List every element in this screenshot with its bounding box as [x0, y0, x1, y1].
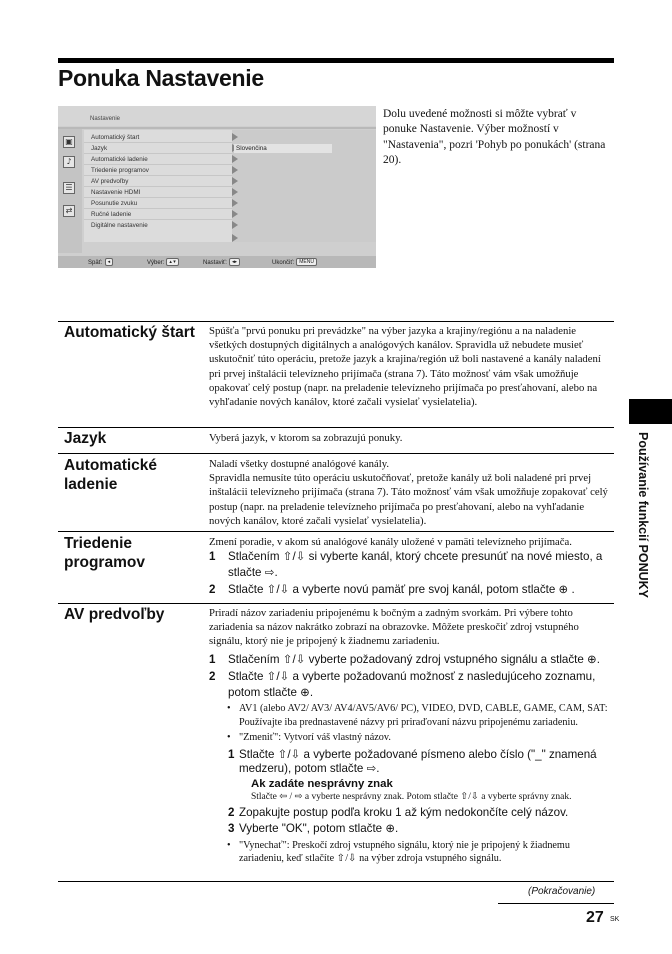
menu-item-auto-start[interactable]: Automatický štart	[91, 134, 140, 141]
step-number: 1	[209, 652, 216, 666]
back-key-icon: ◂	[105, 258, 114, 266]
sorting-step-2-text: Stlačte ⇧/⇩ a vyberte novú pamäť pre svoj kanál, potom stlačte ⊕ .	[228, 583, 575, 597]
chevron-right-icon	[232, 155, 238, 163]
section-body-language	[209, 431, 614, 445]
leftright-key-icon: ◂▸	[229, 258, 240, 266]
menu-item-audio-offset[interactable]: Posunutie zvuku	[91, 200, 138, 207]
menu-divider	[84, 175, 232, 176]
footer-exit-label: Ukončiť:	[272, 260, 295, 266]
side-tab-marker	[629, 399, 672, 424]
menu-header	[58, 106, 376, 126]
step-number: 1	[209, 550, 216, 564]
menu-item-hdmi-setup[interactable]: Nastavenie HDMI	[91, 189, 141, 196]
step-number: 2	[209, 670, 216, 684]
av-substep-3-text: Vyberte "OK", potom stlačte ⊕.	[239, 822, 399, 836]
chevron-right-icon	[232, 234, 238, 242]
section-divider	[58, 321, 614, 322]
av-substep-2	[209, 806, 614, 821]
chevron-right-icon	[232, 210, 238, 218]
continued-label: (Pokračovanie)	[528, 886, 596, 897]
menu-footer	[58, 256, 376, 268]
chevron-right-icon	[232, 133, 238, 141]
page-title: Ponuka Nastavenie	[58, 65, 264, 91]
menu-divider	[84, 208, 232, 209]
step-number: 3	[228, 822, 235, 836]
menu-item-manual-tuning[interactable]: Ručné ladenie	[91, 211, 132, 218]
section-divider	[58, 881, 614, 882]
section-title-av-presets: AV predvoľby	[64, 606, 165, 623]
step-number: 2	[228, 805, 235, 819]
chevron-right-icon	[232, 177, 238, 185]
chevron-right-icon	[232, 221, 238, 229]
menu-selected-value[interactable]	[234, 144, 332, 153]
av-step-1-text: Stlačením ⇧/⇩ vyberte požadovaný zdroj vstupného signálu a stlačte ⊕.	[228, 652, 600, 666]
continued-rule	[498, 903, 614, 904]
menu-item-program-sorting[interactable]: Triedenie programov	[91, 167, 149, 174]
section-body-program-sorting	[209, 535, 614, 598]
av-substep-2-text: Zopakujte postup podľa kroku 1 až kým nedokončíte celý názov.	[239, 805, 569, 819]
av-step-2	[209, 669, 614, 700]
page-number: 27	[586, 909, 604, 926]
av-presets-text: Priradí názov zariadeniu pripojenému k bočným a zadným svorkám. Pri výbere tohto zariadenia sa názov nakrátko zobrazí na obrazovke. Môžete preskočiť zdroj vstupného signálu, ktorý nie je pripojený k žiadnemu zariadeniu.	[209, 607, 579, 648]
sound-icon: ♪	[63, 156, 75, 168]
menu-header-label: Nastavenie	[90, 116, 121, 122]
av-bullet-skip: • "Vynechať": Preskočí zdroj vstupného signálu, ktorý nie je pripojený k žiadnemu zariadeniu, keď stlačíte ⇧/⇩ na výber zdroja vstupného signálu.	[209, 839, 614, 866]
av-substep-1-text: Stlačte ⇧/⇩ a vyberte požadované písmeno alebo číslo ("_" znamená medzeru), potom stlačte ⇨.	[239, 747, 597, 776]
menu-item-digital-setup[interactable]: Digitálne nastavenie	[91, 222, 148, 229]
sorting-step-1-text: Stlačením ⇧/⇩ si vyberte kanál, ktorý chcete presunúť na nové miesto, a stlačte ⇨.	[228, 550, 603, 579]
section-body-av-presets	[209, 606, 614, 866]
av-bullet-edit: • "Zmeniť": Vytvorí váš vlastný názov.	[209, 731, 614, 745]
menu-key-icon: MENU	[296, 258, 317, 266]
auto-start-text: Spúšťa "prvú ponuku pri prevádzke" na výber jazyka a krajiny/regiónu a na naladenie všetkých dostupných digitálnych a analógových kanálov. Spravidla už nebudete musieť uskutočniť túto operáciu, pretože jazyk a krajina/región už boli nastavené a kanály naladení pri prvej inštalácii televízneho prijímača (strana 7). Táto možnosť vám však umožňuje opakovať celý postup (napr. na preladenie televízneho prijímača po presťahovaní, alebo na vyhľadanie nových kanálov, ktoré začali vysielať vysielatelia).	[209, 325, 601, 409]
menu-selected-value-text: Slovenčina	[236, 145, 267, 152]
menu-divider	[84, 164, 232, 165]
section-divider	[58, 603, 614, 604]
menu-screenshot	[58, 106, 376, 268]
footer-set-label: Nastaviť:	[203, 260, 227, 266]
side-chapter-label: Používanie funkcií PONUKY	[636, 432, 650, 599]
footer-select	[147, 258, 179, 266]
av-wrong-char-heading: Ak zadáte nesprávny znak	[251, 777, 393, 790]
section-divider	[58, 427, 614, 428]
menu-icon-column	[58, 129, 82, 253]
footer-select-label: Výber:	[147, 260, 165, 266]
av-substep-3	[209, 822, 614, 837]
section-title-auto-start: Automatický štart	[64, 324, 195, 341]
sorting-step-2	[209, 582, 614, 598]
setup-icon: ⇄	[63, 205, 75, 217]
footer-back-label: Späť:	[88, 260, 103, 266]
step-number: 2	[209, 583, 216, 597]
menu-divider	[84, 197, 232, 198]
chevron-right-icon	[232, 188, 238, 196]
menu-item-av-presets[interactable]: AV predvoľby	[91, 178, 129, 185]
auto-tuning-text-2: Spravidla nemusíte túto operáciu uskutočňovať, pretože kanály už boli naladené pri prvej inštalácii televízneho prijímača (strana 7). Táto možnosť vám však umožňuje zopakovať celý postup (napr. na preladenie televízneho prijímača po presťahovaní, alebo na vyhľadanie nových kanálov, ktoré začali vysielať vysielatelia).	[209, 472, 608, 527]
intro-text: Dolu uvedené možnosti si môžte vybrať v ponuke Nastavenie. Výber možností v "Nastavenia", pozri 'Pohyb po ponukách' (strana 20).	[383, 108, 606, 167]
av-step-2-text: Stlačte ⇧/⇩ a vyberte požadovanú možnosť z nasledujúceho zoznamu, potom stlačte ⊕.	[228, 670, 596, 699]
menu-item-language[interactable]: Jazyk	[91, 145, 108, 152]
section-title-language: Jazyk	[64, 430, 107, 447]
menu-divider	[84, 186, 232, 187]
av-bullet-preset-names: • AV1 (alebo AV2/ AV3/ AV4/AV5/AV6/ PC), VIDEO, DVD, CABLE, GAME, CAM, SAT: Používajte iba prednastavené názvy pri priraďovaní názvu pripojenému zariadeniu.	[209, 702, 614, 729]
menu-separator	[58, 127, 376, 129]
sorting-step-1	[209, 549, 614, 580]
menu-divider	[84, 153, 232, 154]
page-language-suffix: SK	[610, 916, 620, 923]
section-title-auto-tuning: Automatické ladenie	[64, 457, 158, 493]
footer-back	[88, 258, 113, 266]
picture-icon: ▣	[63, 136, 75, 148]
menu-divider	[84, 219, 232, 220]
section-title-program-sorting: Triedenie programov	[64, 535, 145, 571]
av-step-1	[209, 652, 614, 668]
menu-item-auto-tuning[interactable]: Automatické ladenie	[91, 156, 148, 163]
section-divider	[58, 453, 614, 454]
step-number: 1	[228, 747, 235, 761]
top-rule	[58, 58, 614, 63]
menu-list	[84, 130, 232, 242]
av-wrong-char-text: Stlačte ⇦ / ⇨ a vyberte nesprávny znak. Potom stlačte ⇧/⇩ a vyberte správny znak.	[251, 791, 572, 802]
language-text: Vyberá jazyk, v ktorom sa zobrazujú ponuky.	[209, 432, 403, 444]
features-icon: ☰	[63, 182, 75, 194]
menu-divider	[84, 142, 232, 143]
section-divider	[58, 531, 614, 532]
footer-exit	[272, 258, 317, 266]
section-body-auto-start	[209, 324, 614, 409]
updown-key-icon: ▴ ▾	[166, 258, 178, 266]
footer-set	[203, 258, 240, 266]
section-body-auto-tuning	[209, 457, 614, 528]
auto-tuning-text-1: Naladí všetky dostupné analógové kanály.	[209, 458, 390, 470]
sorting-text: Zmení poradie, v akom sú analógové kanály uložené v pamäti televízneho prijímača.	[209, 536, 572, 548]
chevron-right-icon	[232, 166, 238, 174]
av-substep-1	[209, 748, 614, 777]
chevron-right-icon	[232, 199, 238, 207]
